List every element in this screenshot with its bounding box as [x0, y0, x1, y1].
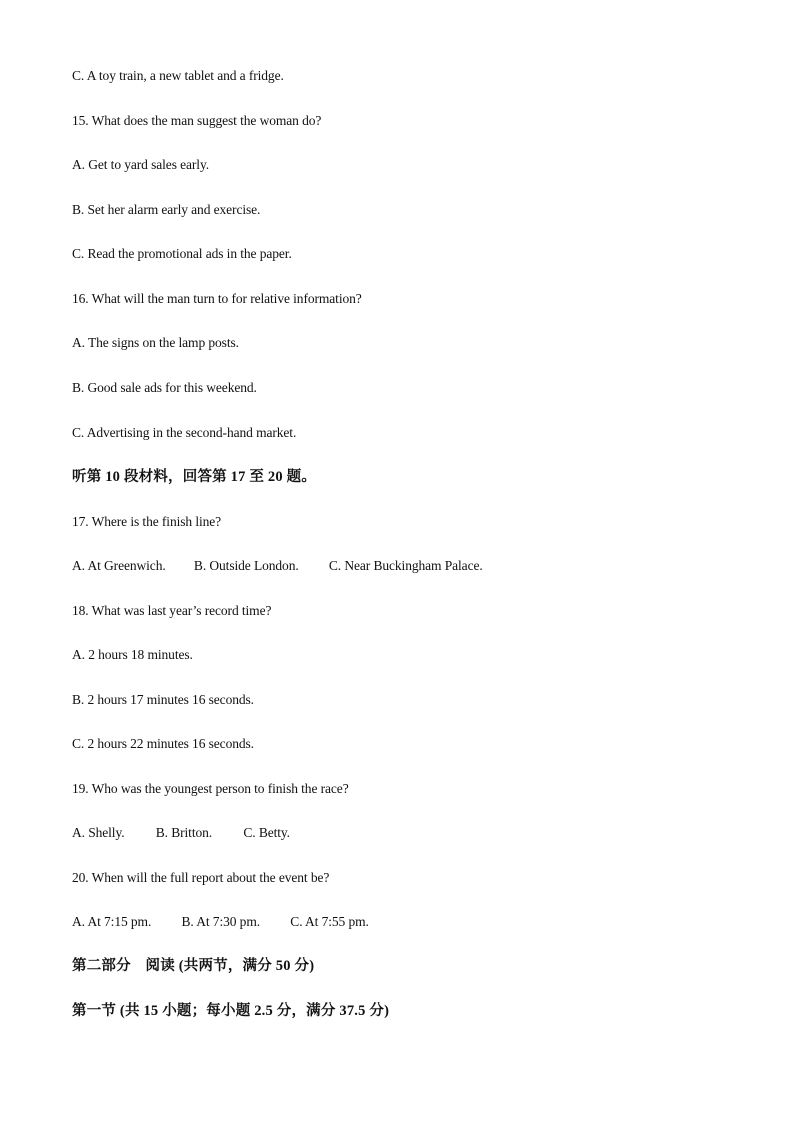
- q17-option-b: B. Outside London.: [193, 558, 299, 573]
- q14-option-c: C. A toy train, a new tablet and a fridge.: [72, 68, 284, 83]
- q17-option-a: A. At Greenwich.: [72, 558, 166, 573]
- q16-option-a: A. The signs on the lamp posts.: [72, 335, 239, 350]
- q17-option-c: C. Near Buckingham Palace.: [328, 558, 483, 573]
- q20-option-a: A. At 7:15 pm.: [72, 914, 152, 929]
- section1-heading: 第一节 (共 15 小题；每小题 2.5 分，满分 37.5 分): [72, 1003, 390, 1019]
- section-10-heading: 听第 10 段材料，回答第 17 至 20 题。: [72, 469, 317, 485]
- q15-option-c: C. Read the promotional ads in the paper.: [72, 246, 292, 261]
- q17-question: 17. Where is the finish line?: [72, 514, 222, 529]
- q15-option-b: B. Set her alarm early and exercise.: [72, 202, 261, 217]
- q15-question: 15. What does the man suggest the woman do?: [72, 113, 322, 128]
- q20-question: 20. When will the full report about the event be?: [72, 870, 330, 885]
- q16-option-b: B. Good sale ads for this weekend.: [72, 380, 257, 395]
- q20-option-c: C. At 7:55 pm.: [290, 914, 369, 929]
- q17-options: [72, 558, 483, 574]
- q18-question: 18. What was last year’s record time?: [72, 603, 272, 618]
- q15-option-a: A. Get to yard sales early.: [72, 157, 210, 172]
- q20-option-b: B. At 7:30 pm.: [181, 914, 261, 929]
- q20-options: [72, 914, 369, 930]
- q19-option-b: B. Britton.: [155, 825, 213, 840]
- q19-option-a: A. Shelly.: [72, 825, 125, 840]
- q16-question: 16. What will the man turn to for relative information?: [72, 291, 362, 306]
- q19-options: [72, 825, 290, 841]
- q19-question: 19. Who was the youngest person to finish the race?: [72, 781, 349, 796]
- part2-heading: 第二部分 阅读 (共两节，满分 50 分): [72, 958, 315, 974]
- q18-option-c: C. 2 hours 22 minutes 16 seconds.: [72, 736, 254, 751]
- q16-option-c: C. Advertising in the second-hand market.: [72, 425, 297, 440]
- q18-option-b: B. 2 hours 17 minutes 16 seconds.: [72, 692, 254, 707]
- q19-option-c: C. Betty.: [243, 825, 290, 840]
- q18-option-a: A. 2 hours 18 minutes.: [72, 647, 193, 662]
